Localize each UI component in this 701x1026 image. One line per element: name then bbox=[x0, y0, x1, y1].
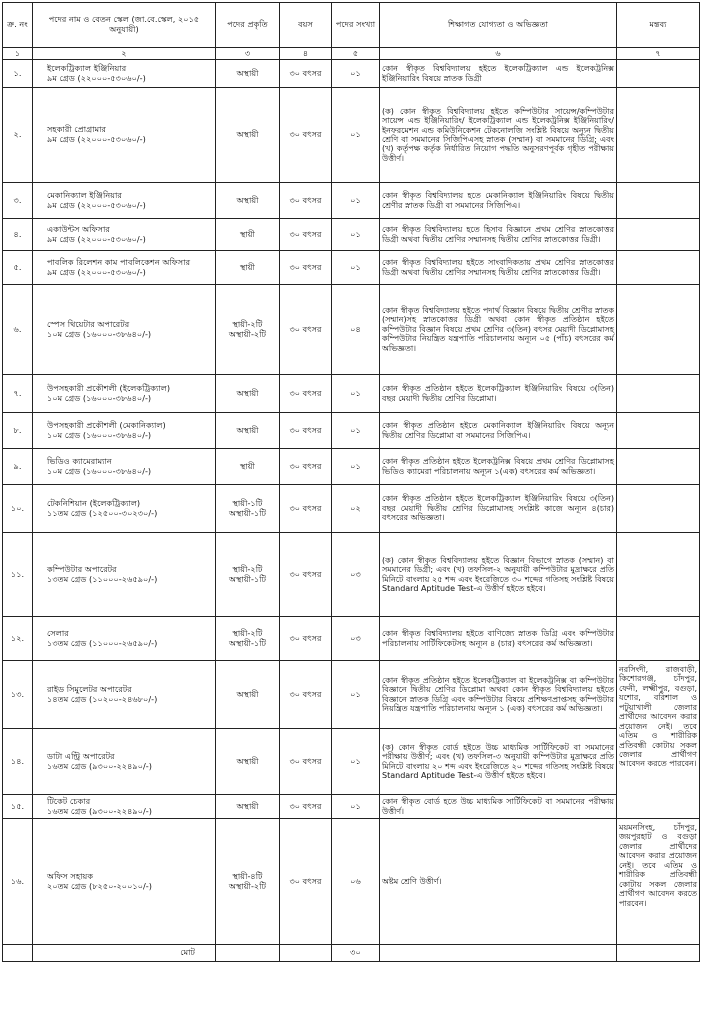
nature-cell: স্থায়ী bbox=[216, 251, 280, 285]
table-row bbox=[3, 251, 700, 285]
pay-grade: ৯ম গ্রেড (২২০০০-৫৩০৬০/-) bbox=[47, 134, 146, 144]
vacancy-table bbox=[2, 2, 700, 962]
serial-cell: ১. bbox=[3, 60, 33, 88]
table-row bbox=[3, 449, 700, 485]
serial-cell: ২. bbox=[3, 88, 33, 183]
qualification-cell: কোন স্বীকৃত বিশ্ববিদ্যালয় হইতে পদার্থ বিজ্ঞান বিষয়ে দ্বিতীয় শ্রেণীর স্নাতক (সম্মান)সহ স্নাতকোত্তর ডিগ্রী অথবা কোন স্বীকৃত প্রতিষ্ঠান হইতে কম্পিউটার বিজ্ঞান বিষয়ে প্রথম শ্রেণির ৩(তিন) বৎসর মেয়াদী ডিপ্লোমাসহ কম্পিউটার নিয়ন্ত্রিত যন্ত্রপাতি পরিচালনায় অন্যূন ০৫ (পাঁচ) বৎসরের কর্ম অভিজ্ঞতা। bbox=[380, 285, 617, 375]
table-row bbox=[3, 819, 700, 945]
nature-cell: স্থায়ী bbox=[216, 449, 280, 485]
remarks-cell bbox=[617, 285, 700, 375]
age-cell: ৩০ বৎসর bbox=[280, 88, 332, 183]
qualification-cell: কোন স্বীকৃত বিশ্ববিদ্যালয় হইতে ইলেকট্রিক্যাল এন্ড ইলেকট্রনিক্স ইঞ্জিনিয়ারিং বিষয়ে স্নাতক ডিগ্রী bbox=[380, 60, 617, 88]
header-qualification: শিক্ষাগত যোগ্যতা ও অভিজ্ঞতা bbox=[380, 3, 617, 48]
remarks-cell bbox=[617, 375, 700, 413]
post-name: উপসহকারী প্রকৌশলী (মেকানিক্যাল) bbox=[47, 419, 166, 430]
table-row bbox=[3, 88, 700, 183]
remarks-cell bbox=[617, 413, 700, 449]
serial-cell: ১৪. bbox=[3, 729, 33, 795]
post-name: অফিস সহায়ক bbox=[47, 870, 94, 881]
remarks-cell bbox=[617, 88, 700, 183]
total-label: মোট bbox=[33, 945, 216, 962]
count-cell: ০১ bbox=[332, 449, 380, 485]
qualification-cell: কোন স্বীকৃত বিশ্ববিদ্যালয় হতে হিসাব বিজ্ঞানে প্রথম শ্রেণির স্নাতকোত্তর ডিগ্রী অথবা দ্বিতীয় শ্রেণির সম্মানসহ দ্বিতীয় শ্রেণির স্নাতকোত্তর ডিগ্রী। bbox=[380, 219, 617, 251]
count-cell: ০১ bbox=[332, 795, 380, 819]
age-cell: ৩০ বৎসর bbox=[280, 819, 332, 945]
pay-grade: ১০ম গ্রেড (১৬০০০-৩৮৬৪০/-) bbox=[47, 429, 152, 440]
qualification-cell: কোন স্বীকৃত প্রতিষ্ঠান হইতে ইলেকট্রিক্যাল ইঞ্জিনিয়ারিং বিষয়ে ৩(তিন) বছর মেয়াদী দ্বিতীয় শ্রেণির ডিপ্লোমা। bbox=[380, 375, 617, 413]
count-cell: ০১ bbox=[332, 183, 380, 219]
post-name: টিকেট চেকার bbox=[47, 795, 91, 806]
serial-cell: ১৫. bbox=[3, 795, 33, 819]
serial-cell: ৪. bbox=[3, 219, 33, 251]
nature-cell: স্থায়ী bbox=[216, 219, 280, 251]
age-cell: ৩০ বৎসর bbox=[280, 485, 332, 533]
count-cell: ০৬ bbox=[332, 819, 380, 945]
serial-cell: ১২. bbox=[3, 617, 33, 661]
table-row bbox=[3, 219, 700, 251]
table-row bbox=[3, 533, 700, 617]
post-name: পাবলিক রিলেশন কাম পাবলিকেশন অফিসার bbox=[47, 256, 191, 267]
nature-cell: অস্থায়ী bbox=[216, 183, 280, 219]
nature-cell: অস্থায়ী bbox=[216, 413, 280, 449]
nature-cell: অস্থায়ী bbox=[216, 661, 280, 729]
serial-cell: ৭. bbox=[3, 375, 33, 413]
nature-cell: অস্থায়ী bbox=[216, 60, 280, 88]
table-row bbox=[3, 485, 700, 533]
pay-grade: ১৬তম গ্রেড (৯৩০০-২২৪৯০/-) bbox=[47, 805, 152, 816]
col-number: ৪ bbox=[280, 48, 332, 60]
qualification-cell: কোন স্বীকৃত প্রতিষ্ঠান হইতে মেকানিক্যাল ইঞ্জিনিয়ারিং বিষয়ে অন্যূন দ্বিতীয় শ্রেণির ডিপ্লোমা বা সমমানের সিজিপিএ। bbox=[380, 413, 617, 449]
post-name: সেলার bbox=[47, 627, 69, 638]
age-cell: ৩০ বৎসর bbox=[280, 183, 332, 219]
nature-cell: স্থায়ী-৪টি অস্থায়ী-২টি bbox=[216, 819, 280, 945]
header-count: পদের সংখ্যা bbox=[332, 3, 380, 48]
post-cell bbox=[33, 285, 216, 375]
age-cell: ৩০ বৎসর bbox=[280, 617, 332, 661]
age-cell: ৩০ বৎসর bbox=[280, 533, 332, 617]
count-cell: ০১ bbox=[332, 219, 380, 251]
header-row bbox=[3, 3, 700, 48]
count-cell: ০১ bbox=[332, 251, 380, 285]
header-post: পদের নাম ও বেতন স্কেল (জা.বে.স্কেল, ২০১৫ অনুযায়ী) bbox=[33, 3, 216, 48]
count-cell: ০১ bbox=[332, 729, 380, 795]
remarks-cell bbox=[617, 251, 700, 285]
col-number: ৩ bbox=[216, 48, 280, 60]
remarks-cell: নরসিংদী, রাজবাড়ী, কিশোরগঞ্জ, চাঁদপুর, ফেনী, লক্ষ্মীপুর, বগুড়া, যশোর, বরিশাল ও পটুয়াখালী জেলার প্রার্থীদের আবেদন করার প্রয়োজন নেই। তবে এতিম ও শারীরিক প্রতিবন্ধী কোটায় সকল জেলার প্রার্থীগণ আবেদন করতে পারবেন। bbox=[617, 661, 700, 819]
nature-cell: স্থায়ী-২টি অস্থায়ী-২টি bbox=[216, 285, 280, 375]
remarks-cell bbox=[617, 617, 700, 661]
pay-grade: ৯ম গ্রেড (২২০০০-৫৩০৬০/-) bbox=[47, 72, 146, 83]
age-cell: ৩০ বৎসর bbox=[280, 60, 332, 88]
post-name: ভিডিও ক্যামেরাম্যান bbox=[47, 455, 112, 466]
age-cell: ৩০ বৎসর bbox=[280, 729, 332, 795]
serial-cell: ৩. bbox=[3, 183, 33, 219]
post-name: একাউন্টস অফিসার bbox=[47, 223, 110, 234]
age-cell: ৩০ বৎসর bbox=[280, 251, 332, 285]
post-cell bbox=[33, 88, 216, 183]
count-cell: ০১ bbox=[332, 413, 380, 449]
col-number: ১ bbox=[3, 48, 33, 60]
col-number: ৫ bbox=[332, 48, 380, 60]
qualification-cell: কোন স্বীকৃত বিশ্ববিদ্যালয় হইতে বাণিজ্যে স্নাতক ডিগ্রি এবং কম্পিউটার পরিচালনায় সার্টিফিকেটসহ অন্যূন ৪ (চার) বৎসরের কর্ম অভিজ্ঞতা। bbox=[380, 617, 617, 661]
serial-cell: ১৬. bbox=[3, 819, 33, 945]
total-count: ৩০ bbox=[332, 945, 380, 962]
remarks-cell bbox=[617, 183, 700, 219]
qualification-cell: অষ্টম শ্রেণি উত্তীর্ণ। bbox=[380, 819, 617, 945]
table-row bbox=[3, 183, 700, 219]
post-name: সহকারী প্রোগ্রামার bbox=[47, 124, 107, 135]
table-row bbox=[3, 795, 700, 819]
nature-cell: অস্থায়ী bbox=[216, 375, 280, 413]
col-number: ৭ bbox=[617, 48, 700, 60]
col-number: ৬ bbox=[380, 48, 617, 60]
pay-grade: ১৬তম গ্রেড (৯৩০০-২২৪৯০/-) bbox=[47, 760, 152, 771]
serial-cell: ১১. bbox=[3, 533, 33, 617]
post-cell bbox=[33, 795, 216, 819]
qualification-cell: কোন স্বীকৃত বিশ্ববিদ্যালয় হইতে সাংবাদিকতায় প্রথম শ্রেণির স্নাতকোত্তর ডিগ্রী অথবা দ্বিতীয় শ্রেণির সম্মানসহ দ্বিতীয় শ্রেণির স্নাতকোত্তর ডিগ্রী। bbox=[380, 251, 617, 285]
nature-cell: স্থায়ী-২টি অস্থায়ী-১টি bbox=[216, 617, 280, 661]
remarks-cell bbox=[617, 533, 700, 617]
serial-cell: ৯. bbox=[3, 449, 33, 485]
serial-cell: ১৩. bbox=[3, 661, 33, 729]
serial-cell: ৬. bbox=[3, 285, 33, 375]
post-name: স্পেস থিয়েটার অপারেটর bbox=[47, 318, 130, 329]
nature-cell: অস্থায়ী bbox=[216, 795, 280, 819]
pay-grade: ৯ম গ্রেড (২২০০০-৫৩০৬০/-) bbox=[47, 233, 146, 244]
post-cell bbox=[33, 533, 216, 617]
post-cell bbox=[33, 251, 216, 285]
pay-grade: ২০তম গ্রেড (৮২৫০-২০০১০/-) bbox=[47, 880, 152, 891]
post-name: উপসহকারী প্রকৌশলী (ইলেকট্রিক্যাল) bbox=[47, 382, 171, 393]
pay-grade: ১১তম গ্রেড (১২৫০০-৩০২৩০/-) bbox=[47, 507, 158, 518]
post-cell bbox=[33, 485, 216, 533]
count-cell: ০১ bbox=[332, 375, 380, 413]
header-age: বয়স bbox=[280, 3, 332, 48]
post-name: কম্পিউটার অপারেটর bbox=[47, 563, 117, 574]
qualification-cell: কোন স্বীকৃত বোর্ড হতে উচ্চ মাধ্যমিক সার্টিফিকেট বা সমমানের পরীক্ষায় উত্তীর্ণ। bbox=[380, 795, 617, 819]
pay-grade: ১০ম গ্রেড (১৬০০০-৩৮৬৪০/-) bbox=[47, 465, 152, 476]
post-cell bbox=[33, 729, 216, 795]
count-cell: ০২ bbox=[332, 485, 380, 533]
table-row bbox=[3, 661, 700, 729]
post-cell bbox=[33, 219, 216, 251]
serial-cell: ৮. bbox=[3, 413, 33, 449]
qualification-cell: (ক) কোন স্বীকৃত বিশ্ববিদ্যালয় হইতে কম্পিউটার সায়েন্স/কম্পিউটার সায়েন্স এন্ড ইঞ্জিনিয়ারিং/ ইলেকট্রিক্যাল এন্ড ইলেকট্রনিক্স ইঞ্জিনিয়ারিং/ ইনফরমেশন এন্ড কমিউনিকেশন টেকনোলজি সংশ্লিষ্ট বিষয়ে অন্যূন দ্বিতীয় শ্রেণি বা সমমানের সিজিপিএসহ স্নাতক (সম্মান) বা সমমানের ডিগ্রি; এবং (খ) কর্তৃপক্ষ কর্তৃক নির্ধারিত নিয়োগ পদ্ধতি অনুসরণপূর্বক গৃহীত পরীক্ষায় উত্তীর্ণ। bbox=[380, 88, 617, 183]
count-cell: ০৩ bbox=[332, 617, 380, 661]
col-number: ২ bbox=[33, 48, 216, 60]
age-cell: ৩০ বৎসর bbox=[280, 413, 332, 449]
remarks-cell: ময়মনসিংহ, চাঁদপুর, জয়পুরহাট ও বগুড়া জেলার প্রার্থীদের আবেদন করার প্রয়োজন নেই। তবে এতিম ও শারীরিক প্রতিবন্ধী কোটায় সকল জেলার প্রার্থীগণ আবেদন করতে পারবেন। bbox=[617, 819, 700, 945]
remarks-cell bbox=[617, 449, 700, 485]
count-cell: ০১ bbox=[332, 661, 380, 729]
post-name: ডাটা এন্ট্রি অপারেটর bbox=[47, 750, 115, 761]
age-cell: ৩০ বৎসর bbox=[280, 375, 332, 413]
count-cell: ০১ bbox=[332, 88, 380, 183]
count-cell: ০৪ bbox=[332, 285, 380, 375]
nature-cell: অস্থায়ী bbox=[216, 729, 280, 795]
nature-cell: স্থায়ী-২টি অস্থায়ী-১টি bbox=[216, 533, 280, 617]
post-cell bbox=[33, 661, 216, 729]
header-serial: ক্র. নং bbox=[3, 3, 33, 48]
post-cell bbox=[33, 413, 216, 449]
serial-cell: ১০. bbox=[3, 485, 33, 533]
qualification-cell: কোন স্বীকৃত প্রতিষ্ঠান হইতে ইলেকট্রিক্যাল বা ইলেকট্রনিক্স বা কম্পিউটার বিজ্ঞানে দ্বিতীয় শ্রেণির ডিপ্লোমা অথবা কোন স্বীকৃত বিশ্ববিদ্যালয় হইতে বিজ্ঞানে স্নাতক ডিগ্রি এবং কম্পিউটার বিষয়ে প্রশিক্ষণপ্রাপ্তসহ কম্পিউটার নিয়ন্ত্রিত যন্ত্রপাতি পরিচালনায় অন্যূন ১ (এক) বৎসরের কর্ম অভিজ্ঞতা। bbox=[380, 661, 617, 729]
pay-grade: ১০ম গ্রেড (১৬০০০-৩৮৬৪০/-) bbox=[47, 392, 152, 403]
remarks-cell bbox=[617, 60, 700, 88]
pay-grade: ৯ম গ্রেড (২২০০০-৫৩০৬০/-) bbox=[47, 266, 146, 277]
nature-cell: অস্থায়ী bbox=[216, 88, 280, 183]
count-cell: ০৩ bbox=[332, 533, 380, 617]
remarks-cell bbox=[617, 219, 700, 251]
serial-cell: ৫. bbox=[3, 251, 33, 285]
nature-cell: স্থায়ী-১টি অস্থায়ী-১টি bbox=[216, 485, 280, 533]
qualification-cell: (ক) কোন স্বীকৃত বিশ্ববিদ্যালয় হইতে বিজ্ঞান বিভাগে স্নাতক (সম্মান) বা সমমানের ডিগ্রী; এবং (খ) তফসিল-২ অনুযায়ী কম্পিউটার মুদ্রাক্ষরে প্রতি মিনিটে বাংলায় ২৫ শব্দ এবং ইংরেজিতে ৩০ শব্দের গতিসহ সংশ্লিষ্ট বিষয়ে Standard Aptitude Test-এ উত্তীর্ণ হইতে হইবে। bbox=[380, 533, 617, 617]
post-cell bbox=[33, 819, 216, 945]
column-number-row bbox=[3, 48, 700, 60]
post-name: টেকনিশিয়ান (ইলেকট্রিক্যাল) bbox=[47, 497, 141, 508]
age-cell: ৩০ বৎসর bbox=[280, 661, 332, 729]
remarks-cell bbox=[617, 485, 700, 533]
qualification-cell: কোন স্বীকৃত প্রতিষ্ঠান হইতে ইলেকট্রনিক্স বিষয়ে প্রথম শ্রেণির ডিপ্লোমাসহ ভিডিও ক্যামেরা পরিচালনায় অন্যূন ১(এক) বৎসরের কর্ম অভিজ্ঞতা। bbox=[380, 449, 617, 485]
post-name: রাইড সিমুলেটর অপারেটর bbox=[47, 683, 132, 694]
total-row bbox=[3, 945, 700, 962]
post-cell bbox=[33, 617, 216, 661]
pay-grade: ৯ম গ্রেড (২২০০০-৫৩০৬০/-) bbox=[47, 199, 146, 210]
header-nature: পদের প্রকৃতি bbox=[216, 3, 280, 48]
age-cell: ৩০ বৎসর bbox=[280, 795, 332, 819]
qualification-cell: কোন স্বীকৃত বিশ্ববিদ্যালয় হতে মেকানিক্যাল ইঞ্জিনিয়ারিং বিষয়ে দ্বিতীয় শ্রেণীর স্নাতক ডিগ্রী বা সমমানের সিজিপিএ। bbox=[380, 183, 617, 219]
post-name: মেকানিক্যাল ইঞ্জিনিয়ার bbox=[47, 189, 122, 200]
post-cell bbox=[33, 183, 216, 219]
post-cell bbox=[33, 375, 216, 413]
post-cell bbox=[33, 449, 216, 485]
table-row bbox=[3, 617, 700, 661]
age-cell: ৩০ বৎসর bbox=[280, 449, 332, 485]
age-cell: ৩০ বৎসর bbox=[280, 219, 332, 251]
age-cell: ৩০ বৎসর bbox=[280, 285, 332, 375]
table-row bbox=[3, 375, 700, 413]
count-cell: ০১ bbox=[332, 60, 380, 88]
header-remarks: মন্তব্য bbox=[617, 3, 700, 48]
pay-grade: ১০ম গ্রেড (১৬০০০-৩৮৬৪০/-) bbox=[47, 328, 152, 339]
pay-grade: ১৩তম গ্রেড (১১০০০-২৬৫৯০/-) bbox=[47, 637, 158, 648]
table-row bbox=[3, 413, 700, 449]
pay-grade: ১৪তম গ্রেড (১০২০০-২৪৬৮০/-) bbox=[47, 693, 158, 704]
table-row bbox=[3, 729, 700, 795]
qualification-cell: কোন স্বীকৃত প্রতিষ্ঠান হইতে ইলেকট্রিক্যাল ইঞ্জিনিয়ারিং বিষয়ে ৩(তিন) বছর মেয়াদী দ্বিতীয় শ্রেণির ডিপ্লোমাসহ সংশ্লিষ্ট কাজে অন্যূন ৪(চার) বৎসরের অভিজ্ঞতা। bbox=[380, 485, 617, 533]
pay-grade: ১৩তম গ্রেড (১১০০০-২৬৫৯০/-) bbox=[47, 573, 158, 584]
post-cell bbox=[33, 60, 216, 88]
post-name: ইলেকট্রিক্যাল ইঞ্জিনিয়ার bbox=[47, 62, 127, 73]
table-row bbox=[3, 285, 700, 375]
table-row bbox=[3, 60, 700, 88]
qualification-cell: (ক) কোন স্বীকৃত বোর্ড হইতে উচ্চ মাধ্যমিক সার্টিফিকেট বা সমমানের পরীক্ষায় উত্তীর্ণ; এবং (খ) তফসিল-৩ অনুযায়ী কম্পিউটার মুদ্রাক্ষরে প্রতি মিনিটে বাংলায় ২০ শব্দ এবং ইংরেজিতে ২০ শব্দের গতিসহ সংশ্লিষ্ট বিষয়ে Standard Aptitude Test-এ উত্তীর্ণ হইতে হইবে। bbox=[380, 729, 617, 795]
